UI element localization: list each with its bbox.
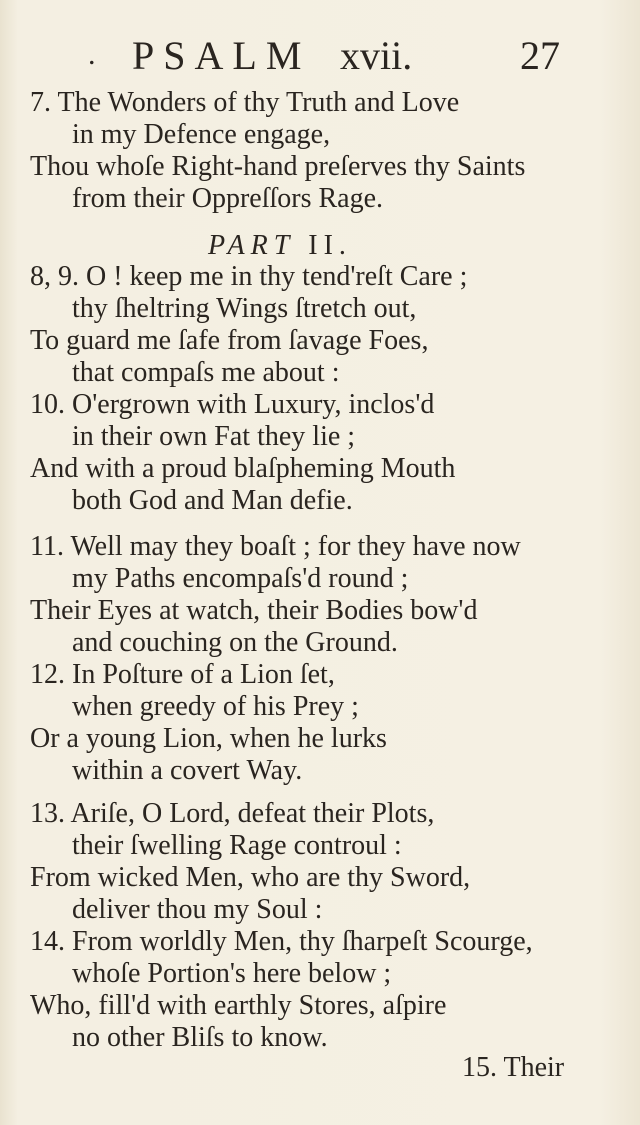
verse-line: no other Bliſs to know.	[72, 1022, 328, 1053]
verse-line: 10. O'ergrown with Luxury, inclos'd	[30, 389, 435, 420]
verse-line: their ſwelling Rage controul :	[72, 830, 402, 861]
verse-line: thy ſheltring Wings ſtretch out,	[72, 293, 417, 324]
verse-line: in my Defence engage,	[72, 119, 331, 150]
catchword: 15. Their	[462, 1052, 565, 1083]
verse-line: And with a proud blaſpheming Mouth	[30, 453, 456, 484]
verse-line: 12. In Poſture of a Lion ſet,	[30, 659, 335, 690]
verse-line: From wicked Men, who are thy Sword,	[30, 862, 471, 893]
verse-line: and couching on the Ground.	[72, 627, 398, 658]
verse-line: both God and Man defie.	[72, 485, 353, 516]
verse-line: from their Oppreſſors Rage.	[72, 183, 384, 214]
header-title: PSALM	[132, 33, 311, 78]
verse-line: that compaſs me about :	[72, 357, 340, 388]
verse-line: Their Eyes at watch, their Bodies bow'd	[30, 595, 478, 626]
verse-line: To guard me ſafe from ſavage Foes,	[30, 325, 429, 356]
verse-line: 11. Well may they boaſt ; for they have now	[30, 531, 521, 562]
verse-line: 14. From worldly Men, thy ſharpeſt Scourge,	[30, 926, 533, 957]
verse-line: within a covert Way.	[72, 755, 303, 786]
part-heading	[208, 230, 352, 262]
psalm-number: xvii.	[340, 33, 413, 78]
verse-line: 7. The Wonders of thy Truth and Love	[30, 87, 460, 118]
verse-line: Or a young Lion, when he lurks	[30, 723, 387, 754]
verse-line: 8, 9. O ! keep me in thy tend'reſt Care ;	[30, 261, 468, 292]
part-label: PART	[208, 230, 296, 261]
part-number: II.	[308, 230, 352, 261]
running-header	[0, 30, 640, 80]
verse-line: when greedy of his Prey ;	[72, 691, 359, 722]
header-dot: .	[88, 38, 96, 71]
verse-line: my Paths encompaſs'd round ;	[72, 563, 409, 594]
verse-line: deliver thou my Soul :	[72, 894, 323, 925]
verse-line: whoſe Portion's here below ;	[72, 958, 392, 989]
verse-line: Thou whoſe Right-hand preſerves thy Saints	[30, 151, 526, 182]
verse-line: 13. Ariſe, O Lord, defeat their Plots,	[30, 798, 435, 829]
verse-line: Who, fill'd with earthly Stores, aſpire	[30, 990, 447, 1021]
page-number: 27	[520, 33, 560, 78]
verse-line: in their own Fat they lie ;	[72, 421, 356, 452]
